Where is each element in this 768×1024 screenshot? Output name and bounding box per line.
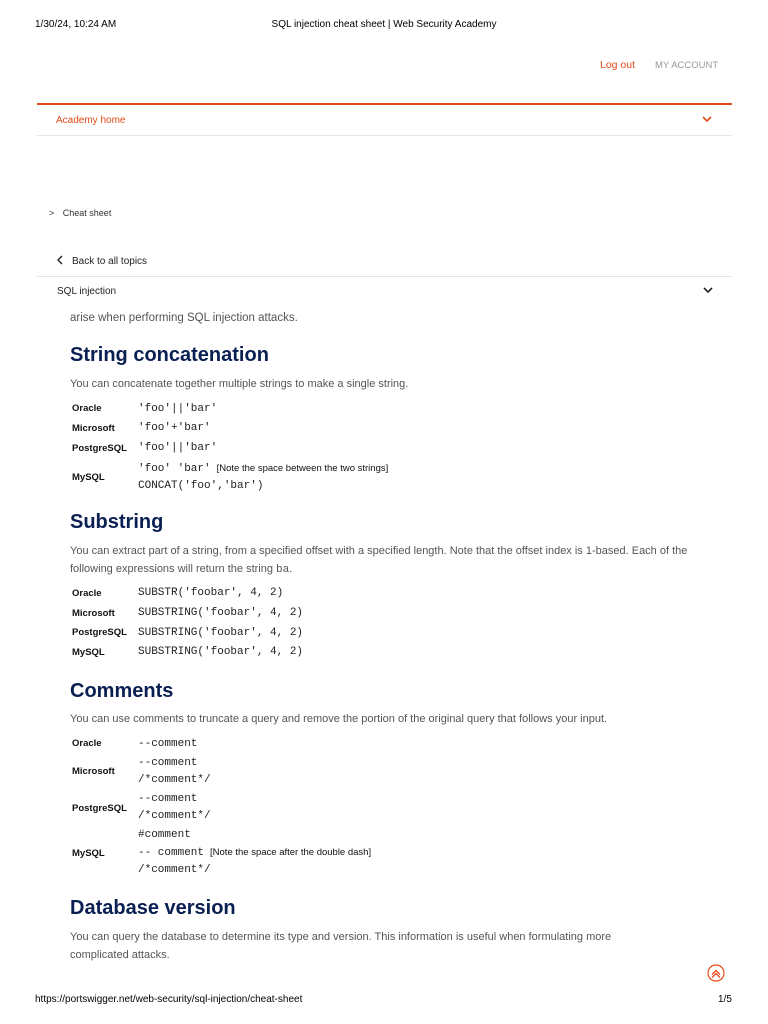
- database-version-description: You can query the database to determine its type and version. This information is useful when formulating more complicated attacks.: [70, 931, 612, 961]
- header-divider: [37, 103, 732, 105]
- table-row: [70, 790, 371, 826]
- code-example: --comment: [138, 756, 198, 769]
- code-example: SUBSTRING('foobar', 4, 2): [138, 646, 304, 658]
- string-concatenation-description: You can concatenate together multiple strings to make a single string.: [70, 378, 409, 390]
- arrow-up-circle-icon: [707, 969, 725, 986]
- db-name: MySQL: [72, 646, 105, 658]
- substring-table: [70, 583, 303, 662]
- table-row: [70, 826, 371, 880]
- comments-table: [70, 734, 371, 880]
- db-name: PostgreSQL: [72, 442, 127, 454]
- table-row: [70, 734, 371, 753]
- table-row: [70, 753, 371, 790]
- code-note: [Note the space between the two strings]: [216, 462, 389, 474]
- intro-text: arise when performing SQL injection attacks.: [70, 312, 298, 324]
- academy-home-label: Academy home: [56, 115, 126, 126]
- code-example: /*comment*/: [138, 773, 211, 786]
- table-row: [70, 583, 303, 603]
- string-concatenation-table: [70, 399, 388, 496]
- chevron-left-icon: [57, 255, 63, 268]
- my-account-link[interactable]: MY ACCOUNT: [655, 60, 719, 71]
- comments-description: You can use comments to truncate a query and remove the portion of the original query that follows your input.: [70, 713, 608, 725]
- table-row: [70, 438, 388, 458]
- db-name: Microsoft: [72, 422, 115, 434]
- topic-menu-sql-injection[interactable]: [37, 277, 732, 305]
- academy-home-menu[interactable]: [37, 106, 732, 136]
- db-name: PostgreSQL: [72, 627, 127, 638]
- scroll-to-top-button[interactable]: [707, 964, 725, 987]
- heading-string-concatenation: String concatenation: [70, 344, 269, 366]
- breadcrumb-separator: >: [49, 208, 55, 218]
- code-example: --comment: [138, 793, 198, 805]
- code-note: [Note the space after the double dash]: [210, 847, 372, 858]
- code-example: --comment: [138, 737, 198, 750]
- code-example: #comment: [138, 829, 191, 841]
- code-example: 'foo'||'bar': [138, 442, 218, 454]
- code-example: /*comment*/: [138, 864, 211, 876]
- heading-substring: Substring: [70, 511, 164, 533]
- db-name: Oracle: [72, 738, 102, 749]
- inline-code: ba: [276, 564, 290, 576]
- table-row: [70, 458, 388, 496]
- code-example: 'foo'||'bar': [138, 402, 218, 415]
- db-name: Microsoft: [72, 766, 115, 777]
- logout-link[interactable]: Log out: [600, 59, 636, 71]
- print-page-number: 1/5: [718, 994, 732, 1005]
- table-row: [70, 399, 388, 418]
- print-datetime: 1/30/24, 10:24 AM: [35, 19, 117, 30]
- db-name: Microsoft: [72, 607, 115, 619]
- heading-database-version: Database version: [70, 897, 236, 919]
- code-example: -- comment: [138, 847, 205, 859]
- breadcrumb-item-cheat-sheet[interactable]: Cheat sheet: [62, 208, 112, 218]
- code-example: 'foo' 'bar': [138, 462, 211, 475]
- back-to-topics-label: Back to all topics: [72, 256, 148, 268]
- code-example: SUBSTRING('foobar', 4, 2): [138, 607, 304, 619]
- table-row: [70, 642, 303, 662]
- substring-description: [70, 542, 700, 579]
- code-example: CONCAT('foo','bar'): [138, 479, 264, 492]
- code-example: SUBSTR('foobar', 4, 2): [138, 587, 284, 599]
- code-example: 'foo'+'bar': [138, 422, 211, 434]
- chevron-down-icon: [702, 115, 712, 123]
- table-row: [70, 603, 303, 623]
- table-row: [70, 623, 303, 642]
- db-name: MySQL: [72, 471, 105, 483]
- db-name: MySQL: [72, 847, 105, 859]
- topic-menu-label: SQL injection: [57, 286, 117, 297]
- substring-description-text: You can extract part of a string, from a specified offset with a specified length. Note that the offset index is 1-based. Each of the following expressions will return the string: [70, 545, 688, 575]
- chevron-down-icon: [703, 286, 713, 294]
- heading-comments: Comments: [70, 680, 174, 702]
- back-to-topics-link[interactable]: [57, 255, 147, 268]
- db-name: Oracle: [72, 403, 102, 414]
- print-page-title: SQL injection cheat sheet | Web Security Academy: [271, 19, 497, 30]
- substring-description-end: .: [289, 563, 293, 575]
- code-example: SUBSTRING('foobar', 4, 2): [138, 626, 304, 639]
- db-name: Oracle: [72, 587, 102, 599]
- print-url: https://portswigger.net/web-security/sql-injection/cheat-sheet: [35, 994, 303, 1005]
- db-name: PostgreSQL: [72, 802, 127, 814]
- code-example: /*comment*/: [138, 810, 211, 822]
- table-row: [70, 418, 388, 438]
- breadcrumb: [49, 208, 111, 218]
